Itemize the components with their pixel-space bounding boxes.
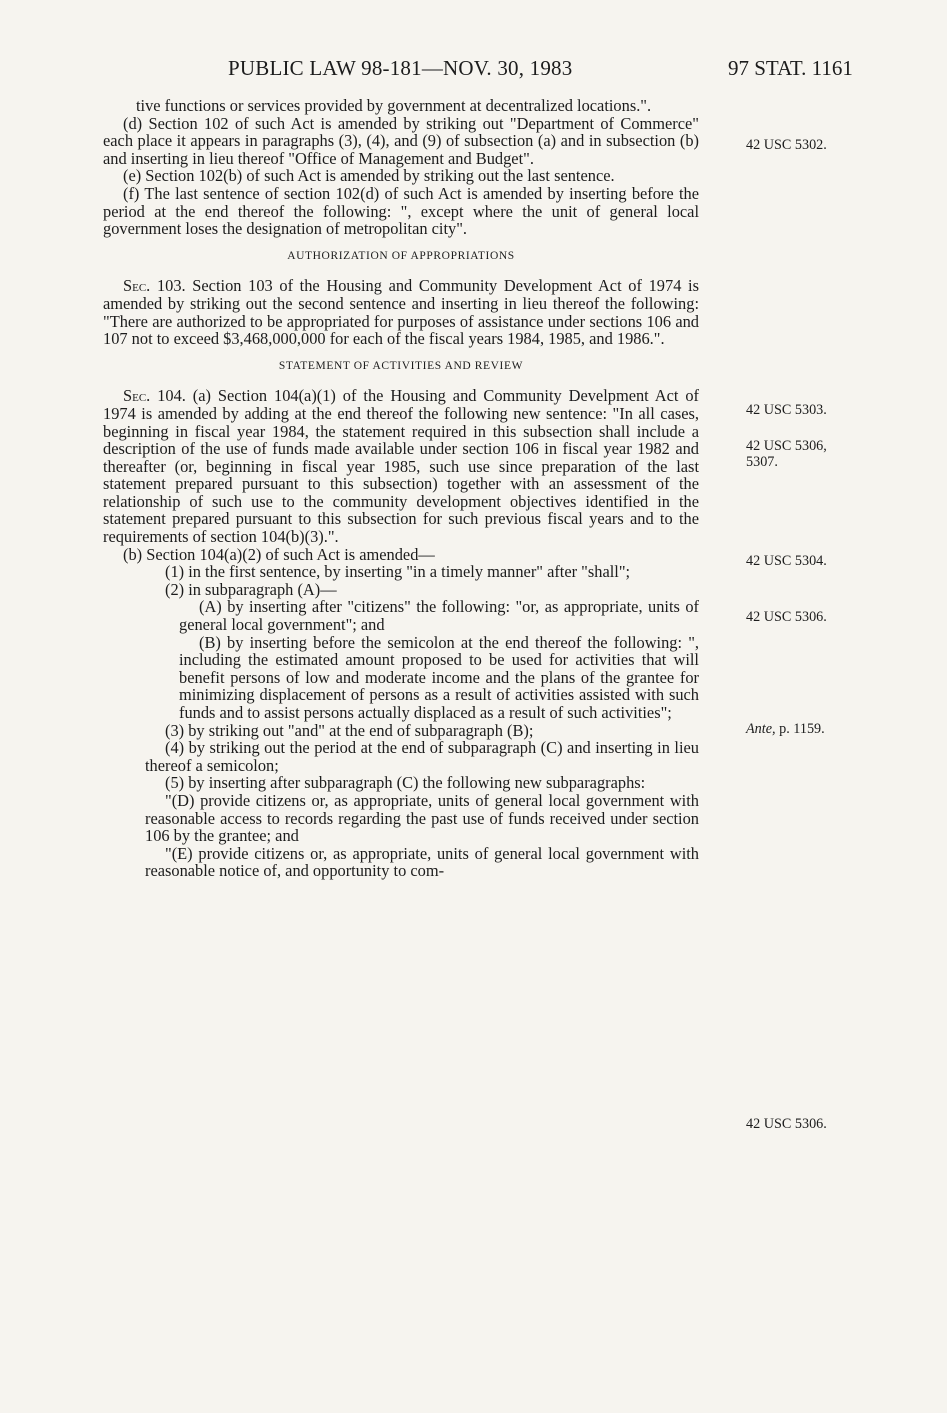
section-heading-authorization: AUTHORIZATION OF APPROPRIATIONS xyxy=(287,249,515,262)
margin-note: 42 USC 5306. xyxy=(746,1116,827,1132)
margin-note: 42 USC 5304. xyxy=(746,553,827,569)
margin-note-line: 5307. xyxy=(746,454,778,470)
margin-note-line: 42 USC 5306, xyxy=(746,438,827,454)
clause-4: (4) by striking out the period at the end of subparagraph (C) and inserting in lieu thereof a semicolon; xyxy=(145,738,699,775)
paragraph-f: (f) The last sentence of section 102(d) of such Act is amended by inserting before the period at the end thereof the following: ", except where the unit of general local government loses the designation of metropolitan city". xyxy=(103,183,699,239)
section-heading-statement: STATEMENT OF ACTIVITIES AND REVIEW xyxy=(278,359,524,372)
subsection-b-intro: (b) Section 104(a)(2) of such Act is amended— xyxy=(123,544,435,564)
section-104 xyxy=(103,387,699,545)
section-103-text: 103. Section 103 of the Housing and Community Development Act of 1974 is amended by striking out the second sentence and inserting in lieu thereof the following: "There are authorized to be appropriated for purposes of assistance under sections 106 and 107 not to exceed $3,468,000,000 for each of the fiscal years 1984, 1985, and 1986.". xyxy=(103,276,699,349)
body-text xyxy=(103,97,699,880)
statute-page-number: 97 STAT. 1161 xyxy=(728,56,853,80)
quoted-subparagraph-D: "(D) provide citizens or, as appropriate, units of general local government with reasonable access to records regarding the past use of funds received under section 106 by the grantee; and xyxy=(145,790,699,846)
clause-1: (1) in the first sentence, by inserting "in a timely manner" after "shall"; xyxy=(165,562,631,582)
clause-2-B: (B) by inserting before the semicolon at the end thereof the following: ", including the estimated amount proposed to be used for activities that will benefit persons of low and moderate income and the plans of the grantee for minimizing displacement of persons as a result of activities assisted with such funds and to assist persons actually displaced as a result of such activities"; xyxy=(179,632,699,722)
section-103 xyxy=(103,277,699,347)
quoted-subparagraph-E: "(E) provide citizens or, as appropriate, units of general local government with reasonable notice of, and opportunity to com- xyxy=(145,843,699,881)
paragraph-d: (d) Section 102 of such Act is amended by striking out "Department of Commerce" each place it appears in paragraphs (3), (4), and (9) of subsection (a) and in subsection (b) and inserting in lieu thereof "Office of Management and Budget". xyxy=(103,113,699,168)
section-label: Sec. xyxy=(123,386,151,406)
margin-note: 42 USC 5306. xyxy=(746,609,827,625)
clause-2: (2) in subparagraph (A)— xyxy=(165,579,337,599)
margin-note-text: p. 1159. xyxy=(775,721,825,737)
running-title: PUBLIC LAW 98-181—NOV. 30, 1983 xyxy=(228,56,573,80)
paragraph-continuation: tive functions or services provided by government at decentralized locations.". xyxy=(136,96,652,115)
section-label: Sec. xyxy=(123,276,151,296)
clause-5: (5) by inserting after subparagraph (C) the following new subparagraphs: xyxy=(165,773,646,793)
section-104-text: 104. (a) Section 104(a)(1) of the Housing and Community Develpment Act of 1974 is amended by adding at the end thereof the following new sentence: "In all cases, beginning in fiscal year 1984, the statement required in this subsection shall include a description of the use of funds made available under section 106 in fiscal year 1982 and thereafter (or, beginning in fiscal year 1985, such use since preparation of the last statement prepared pursuant to this subsection) together with an assessment of the relationship of such use to the community development objectives identified in the statement prepared pursuant to this subsection for such previous fiscal years and to the requirements of section 104(b)(3).". xyxy=(103,386,699,547)
page-header xyxy=(0,56,947,90)
clause-3: (3) by striking out "and" at the end of subparagraph (B); xyxy=(165,720,534,740)
margin-note xyxy=(746,438,827,470)
margin-note: 42 USC 5302. xyxy=(746,137,827,153)
clause-2-A: (A) by inserting after "citizens" the following: "or, as appropriate, units of general local government"; and xyxy=(179,597,699,635)
margin-note: 42 USC 5303. xyxy=(746,402,827,418)
margin-note-italic: Ante, xyxy=(746,721,776,737)
paragraph-e: (e) Section 102(b) of such Act is amended by striking out the last sentence. xyxy=(123,166,615,186)
margin-note xyxy=(746,721,825,737)
